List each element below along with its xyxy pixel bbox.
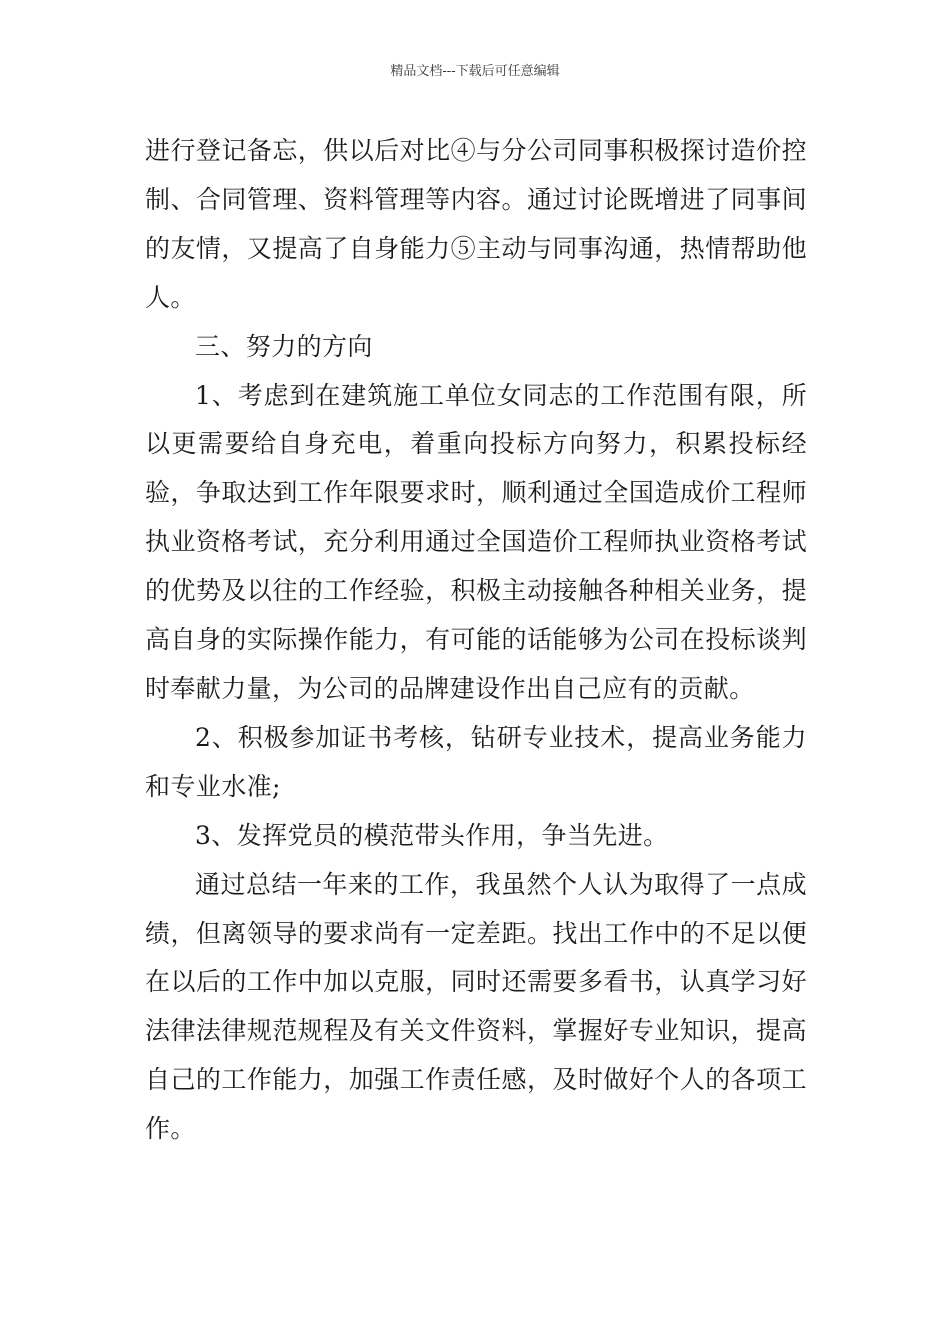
page-header: 精品文档---下载后可任意编辑 [390, 64, 560, 79]
section-heading: 三、努力的方向 [195, 331, 373, 361]
document-body [145, 127, 807, 1154]
paragraph-continued: 进行登记备忘，供以后对比④与分公司同事积极探讨造价控制、合同管理、资料管理等内容。通过讨论既增进了同事间的友情，又提高了自身能力⑤主动与同事沟通，热情帮助他人。 [145, 136, 807, 312]
paragraph-item-1: 1、考虑到在建筑施工单位女同志的工作范围有限，所以更需要给自身充电，着重向投标方向努力，积累投标经验，争取达到工作年限要求时，顺利通过全国造成价工程师执业资格考试，充分利用通过全国造价工程师执业资格考试的优势及以往的工作经验，积极主动接触各种相关业务，提高自身的实际操作能力，有可能的话能够为公司在投标谈判时奉献力量，为公司的品牌建设作出自己应有的贡献。 [145, 380, 807, 703]
paragraph-item-3: 3、发挥党员的模范带头作用，争当先进。 [195, 820, 669, 850]
paragraph-item-2: 2、积极参加证书考核，钻研专业技术，提高业务能力和专业水准; [145, 722, 807, 801]
paragraph-summary: 通过总结一年来的工作，我虽然个人认为取得了一点成绩，但离领导的要求尚有一定差距。找出工作中的不足以便在以后的工作中加以克服，同时还需要多看书，认真学习好法律法律规范规程及有关文件资料，掌握好专业知识，提高自己的工作能力，加强工作责任感，及时做好个人的各项工作。 [145, 869, 807, 1144]
